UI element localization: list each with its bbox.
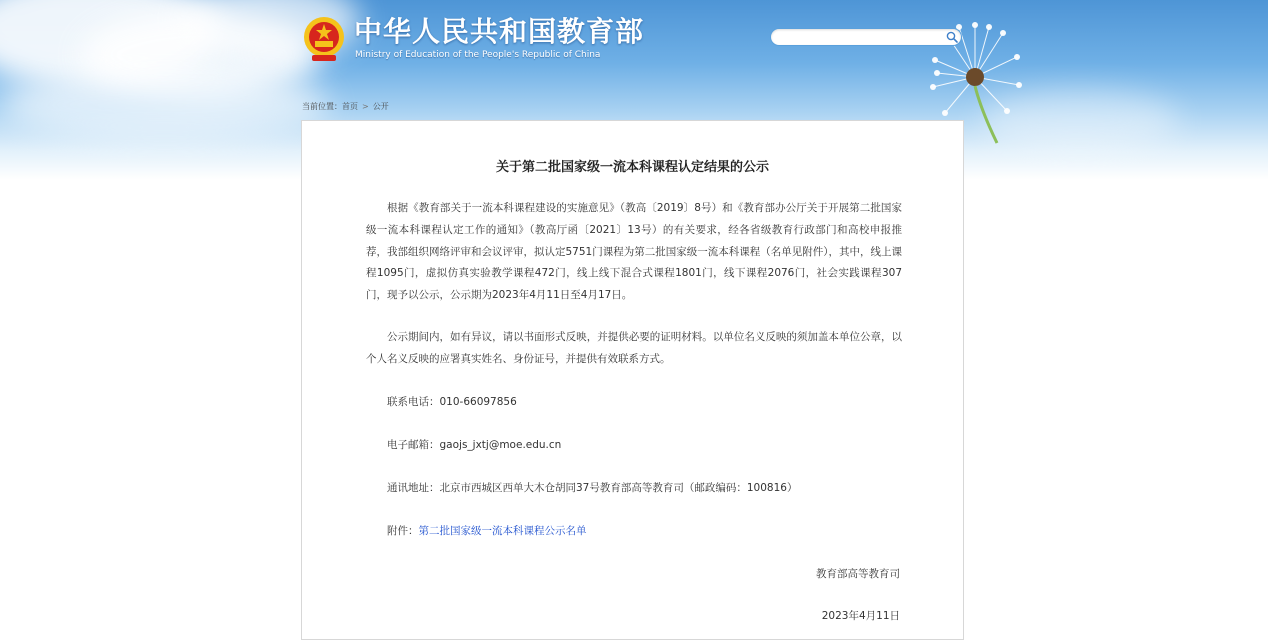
search-input[interactable]: [779, 30, 939, 44]
attachment-label: 附件：: [387, 525, 419, 537]
search-icon[interactable]: [946, 31, 958, 43]
article-paragraph: 根据《教育部关于一流本科课程建设的实施意见》（教高〔2019〕8号）和《教育部办公厅关于开展第二批国家级一流本科课程认定工作的通知》（教高厅函〔2021〕13号）的有关要求，经各省级教育行政部门和高校申报推荐，我部组织网络评审和会议评审，拟认定5751门课程为第二批国家级一流本科课程（名单见附件），其中，线上课程1095门，虚拟仿真实验教学课程472门，线上线下混合式课程1801门，线下课程2076门，社会实践课程307门，现予以公示，公示期为2023年4月11日至4月17日。: [366, 202, 902, 302]
contact-phone: [387, 394, 517, 409]
phone-value: 010-66097856: [439, 396, 517, 408]
contact-address: [387, 480, 797, 495]
breadcrumb-home-link[interactable]: 首页: [342, 102, 358, 111]
breadcrumb-prefix: 当前位置：: [302, 102, 342, 111]
site-title: 中华人民共和国教育部: [354, 15, 645, 48]
site-subtitle: Ministry of Education of the People's Republic of China: [355, 50, 601, 60]
attachment: [387, 523, 587, 538]
address-value: 北京市西城区西单大木仓胡同37号教育部高等教育司（邮政编码：100816）: [439, 482, 798, 494]
national-emblem-icon: [302, 15, 346, 63]
email-value: gaojs_jxtj@moe.edu.cn: [439, 439, 562, 451]
phone-label: 联系电话：: [387, 396, 440, 408]
cloud-decoration: [0, 70, 330, 140]
signature-department: 教育部高等教育司: [816, 568, 900, 580]
address-label: 通讯地址：: [387, 482, 440, 494]
signature-date: 2023年4月11日: [821, 610, 900, 622]
article-title: 关于第二批国家级一流本科课程认定结果的公示: [495, 160, 769, 175]
search-box: [770, 28, 962, 46]
contact-email: [387, 437, 561, 452]
article-panel: [301, 120, 964, 640]
attachment-link[interactable]: 第二批国家级一流本科课程公示名单: [418, 525, 587, 537]
site-logo[interactable]: [302, 15, 645, 65]
email-label: 电子邮箱：: [387, 439, 440, 451]
breadcrumb: [302, 101, 389, 112]
article-paragraph: 公示期间内，如有异议，请以书面形式反映，并提供必要的证明材料。以单位名义反映的须加盖本单位公章，以个人名义反映的应署真实姓名、身份证号，并提供有效联系方式。: [366, 331, 902, 365]
breadcrumb-separator: >: [362, 102, 369, 111]
breadcrumb-current-link[interactable]: 公开: [372, 102, 389, 111]
